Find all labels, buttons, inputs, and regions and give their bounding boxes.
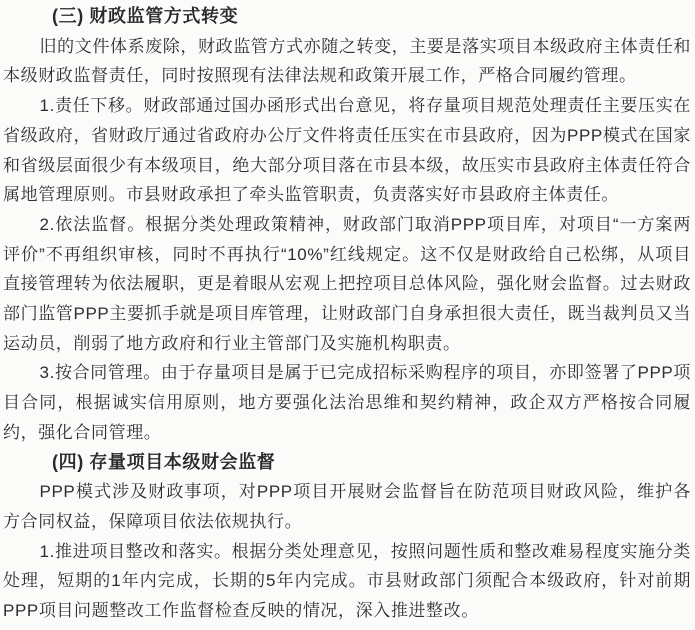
section-4-intro-paragraph: PPP模式涉及财政事项，对PPP项目开展财会监督旨在防范项目财政风险，维护各方合同权益，保障项目依法依规执行。 — [3, 482, 691, 531]
section-4-heading: (四) 存量项目本级财会监督 — [52, 451, 276, 472]
section-3-item-1-paragraph: 1.责任下移。财政部通过国办函形式出台意见，将存量项目规范处理责任主要压实在省级政府，省财政厅通过省政府办公厅文件将责任压实在市县政府，因为PPP模式在国家和省级层面很少有本级项目，绝大部分项目落在市县本级，故压实市县政府主体责任符合属地管理原则。市县财政承担了牵头监管职责，负责落实好市县政府主体责任。 — [3, 96, 691, 205]
section-4-item-1-paragraph: 1.推进项目整改和落实。根据分类处理意见，按照问题性质和整改难易程度实施分类处理，短期的1年内完成，长期的5年内完成。市县财政部门须配合本级政府，针对前期PPP项目问题整改工作监督检查反映的情况，深入推进整改。 — [3, 541, 691, 621]
section-3-heading: (三) 财政监管方式转变 — [52, 6, 239, 26]
section-3-intro-paragraph: 旧的文件体系废除，财政监管方式亦随之转变，主要是落实项目本级政府主体责任和本级财政监督责任，同时按照现有法律法规和政策开展工作，严格合同履约管理。 — [3, 36, 691, 86]
section-3-item-3-paragraph: 3.按合同管理。由于存量项目是属于已完成招标采购程序的项目，亦即签署了PPP项目合同，根据诚实信用原则，地方要强化法治思维和契约精神，政企双方严格按合同履约，强化合同管理。 — [3, 363, 691, 442]
section-3-item-2-paragraph: 2.依法监督。根据分类处理政策精神，财政部门取消PPP项目库，对项目“一方案两评价”不再组织审核，同时不再执行“10%”红线规定。这不仅是财政给自己松绑，从项目直接管理转为依法履职，更是着眼从宏观上把控项目总体风险，强化财会监督。过去财政部门监管PPP主要抓手就是项目库管理，让财政部门自身承担很大责任，既当裁判员又当运动员，削弱了地方政府和行业主管部门及实施机构职责。 — [3, 214, 691, 353]
